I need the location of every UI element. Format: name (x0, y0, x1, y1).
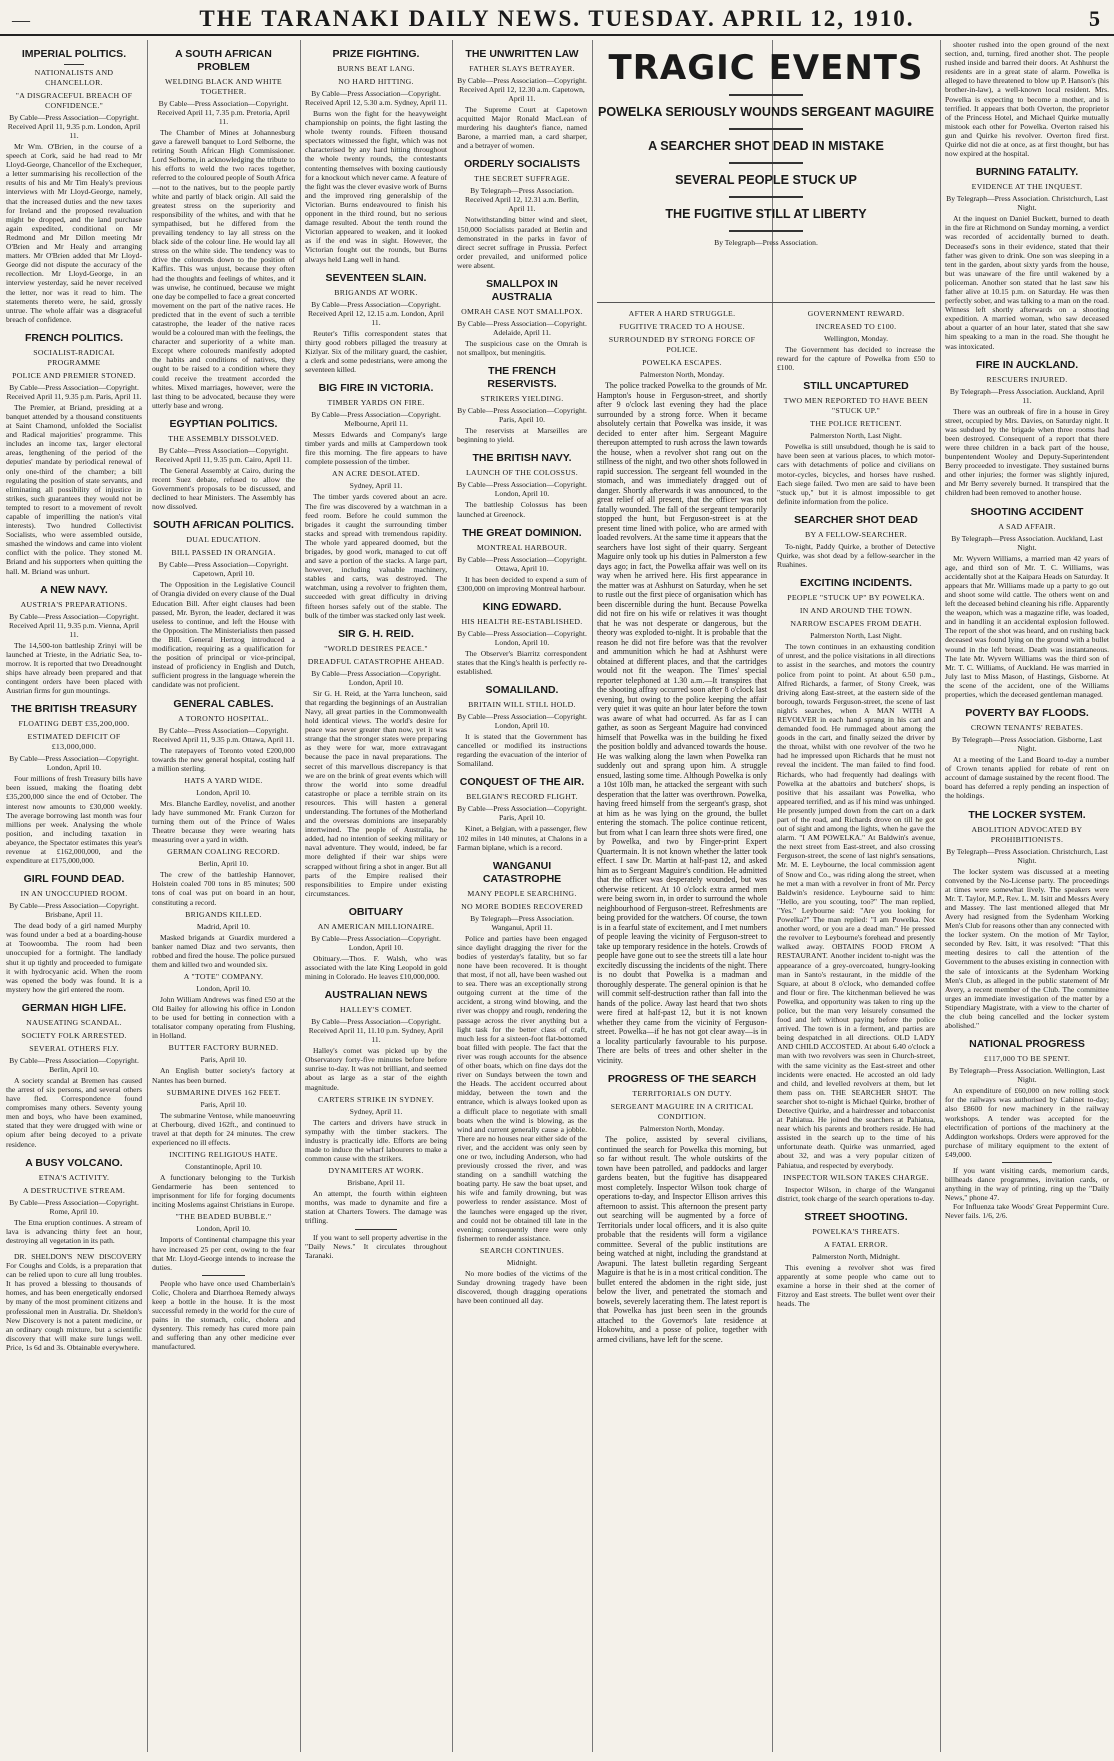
article-body: Police and parties have been engaged since daylight dragging the river for the bodies of yesterday's fatality, but so far none have been recovered. It is thought that most, if not all, have been washed out to sea. There was an exceptionally strong outgoing current at the time of the accident, a strong wind blowing, and the river was choppy and rough, rendering the passage across the river anything but a light task for the better class of craft, much less for a sixteen-foot flat-bottomed boat filled with people. The fact that the river was rough accounts for the absence of other boats, which on fine days dot the river on Sundays between the town and the Heads. The accident occurred about midday, between the town and the entrance, which is always looked upon as a difficult place to negotiate with small boats when the wind is blowing, as the wind and current generally cause a jobble. There are no houses near either side of the river, and the accident was only seen by one or two, including Anderson, who had previously crossed the river, and was standing on a sandhill watching the boating party. He saw the boat upset, and his wife and family drowning, but was powerless to render assistance. Most of the launches were engaged up the river, and could not be obtained till late in the evening; consequently there were only fishermen to render assistance. (457, 933, 587, 1243)
subheading: HALLEY'S COMET. (339, 1005, 413, 1015)
subheading: A TORONTO HOSPITAL. (178, 713, 269, 723)
headline: STILL UNCAPTURED (803, 380, 909, 393)
subheading: FLOATING DEBT £35,200,000. (18, 719, 130, 729)
dateline: By Cable—Press Association—Copyright. Melbourne, April 11. (311, 410, 441, 429)
article-body: Sir G. H. Reid, at the Yarra luncheon, said that regarding the beginnings of an Australian Navy, all great parties in the Commonwealth hold identical views. The world's desire for peace was never greater than now, yet it was strange that the stronger states were preparing as they were for war, more extravagant because the pace in naval preparations. The secret of this marvellous discrepancy is that we are on the brink of great events which will throw the world into some dreadful catastrophe or place a terrible strain on its resources. This will hasten a general understanding. The fortunes of the Motherland and the overseas dominions are inseparably intertwined. The people of Australia, he added, had no intention of seeking military or naval adventure. They would, indeed, be far more delighted if their war ships were scrapped without firing a shot in anger. But all parts of the Empire realised their responsibilities to Empire under existing circumstances. (305, 688, 447, 898)
headline: THE LOCKER SYSTEM. (968, 808, 1086, 821)
subheading: FATHER SLAYS BETRAYER. (469, 64, 575, 73)
headline: A NEW NAVY. (40, 583, 108, 596)
headline: WANGANUI CATASTROPHE (482, 859, 562, 885)
column-rule (940, 40, 941, 1752)
article-body: Messrs Edwards and Company's large timber yards and mills at Camperdown took fire this morning. The fire appears to have complete possession of the timber. (305, 430, 447, 467)
dateline: Berlin, April 10. (198, 859, 249, 869)
dateline: By Cable—Press Association—Copyright. Received April 12, 12.30 a.m. Capetown, April 11. (457, 76, 587, 103)
subheading: BELGIAN'S RECORD FLIGHT. (466, 792, 578, 802)
article-body: The reservists at Marseilles are beginning to yield. (457, 426, 587, 445)
dateline: Madrid, April 10. (196, 921, 251, 931)
column-5 (597, 306, 767, 1752)
dateline: Brisbane, April 11. (347, 1178, 405, 1188)
subheading: BRITAIN WILL STILL HOLD. (468, 700, 576, 710)
article-body: The General Assembly at Cairo, during the recent Suez debate, refused to allow the Government's proposals to be discussed, and declined to hear Ministers. The Assembly has now dissolved. (152, 465, 295, 512)
subheading: SEVERAL OTHERS FLY. (29, 1043, 119, 1053)
article-body: The police tracked Powelka to the grounds of Mr. Hampton's house in Ferguson-street, and shortly after 9 o'clock last evening they had the place surrounded by a strong force. When it became absolutely certain that Powelka was inside, it was decided to enter after him. Sergeant Maguire thereupon attempted to rush across the lawn towards the house, when a revolver shot rang out on the stillness of the night, and two other shots followed in rapid succession. The sergeant fell wounded in the stomach, and was immediately dragged out of danger. Shortly afterwards it was announced, to the great relief of all present, that the officer was not fatally wounded. The fall of the sergeant temporarily stopped the hunt, but Ferguson-street is at the present time lined with police, who are armed with loaded revolvers. At the same time it appears that the searchers have lost sight of their quarry. Sergeant Maguire only took up his duties in Palmerston a few days ago; in fact, the Powelka affair was well on its way when he arrived here. His first appearance in the matter was at Ashhurst on Saturday, when he set to rustle out the first piece of organisation which has been discernible during the hunt. Because Powelka did not fire on his wife or relatives it was thought that he was not desperate or dangerous, but the theory was exploded to-night. It is probable that the reason he did not fire before was that the revolver and ammunition which he had at Ashhurst were obtained at different places, and that the cartridges would not fit the weapon. The Times' special reporter telephoned at 1.30 a.m.—It transpires that the shooting affray occurred soon after 8 o'clock last evening, but owing to the police keeping the affair very quiet it was quite an hour later before the town was aware of what had occurred. As far as I can gather, as soon as Sergeant Maguire had convinced himself that Powelka was in the building he fixed the position boldly and advanced towards the house. He was walking along the lawn when Powelka ran suddenly out and sprang upon him. A struggle ensued, lasting some time. Although Powelka is only a 10st 10lb man, he attacked the sergeant with such desperation that the latter was overthrown. Powelka, having freed himself from the sergeant's grasp, shot at him as he was lying on the ground, the bullet entering the stomach. The police continue reticent, but from what I can learn three shots were fired, one by Powelka, and two by Finger-print Expert Quartermain. It is not known whether the latter took effect. I saw Dr. Martin at half-past 12, and asked him as to Sergeant Maguire's condition. He admitted that the officer was desperately wounded, but was otherwise reticent. At 10 o'clock extra armed men were being sworn in, in order to surround the whole neighbourhood of Ferguson-street. Refreshments are being provided for the watchers. Of course, the town is in a fearful state of excitement, and I met numbers of people leaving the vicinity of Ferguson-street to take up temporary residence in the hotels. Crowds of people have gone out to see the streets till a late hour excitedly discussing the incidents of the night. There is no doubt that Powelka is a madman and thoroughly desperate. The general opinion is that he will commit self-destruction rather than fall into the hands of the police. Away last heard that two shots were fired at half-past 12, but it is not known whether they came from the vicinity of Ferguson-street. Powelka—if he has not got clear away—is in a locality particularly favourable to his purpose. There are belts of trees and other shelter in the vicinity. (597, 381, 767, 1065)
article-body: A society scandal at Bremen has caused the arrest of six persons, and several others have fled. Correspondence found compromises many others. Seventy young men and boys, who have been examined, stated that they were drugged with wine or opium after being decoyed to a private residence. (6, 1075, 142, 1149)
subheading: TERRITORIALS ON DUTY. (632, 1089, 732, 1098)
headline: GENERAL CABLES. (173, 697, 274, 710)
dateline: Sydney, April 11. (349, 481, 403, 491)
subheading: DUAL EDUCATION. (186, 535, 261, 545)
subheading: GERMAN COALING RECORD. (167, 847, 280, 857)
advertisement: People who have once used Chamberlain's Colic, Cholera and Diarrhoea Remedy always keep a bottle in the house. It is the most successful remedy in the world for the cure of pains in the stomach, colic, cholera and dysentery. This remedy has cured more pain and suffering than any other medicine ever manufactured. (152, 1278, 295, 1352)
dateline: By Telegraph—Press Association. Christchurch, Last Night. (946, 846, 1108, 865)
article-body: The Observer's Biarritz correspondent states that the King's health is perfectly re-established. (457, 648, 587, 676)
article-body: Mrs. Blanche Eardley, novelist, and another lady have summoned Mr. Frank Curzon for turning them out of the Prince of Wales Theatre because they were wearing hats measuring over a yard in width. (152, 798, 295, 845)
article-body: Kinet, a Belgian, with a passenger, flew 102 miles in 140 minutes, at Chalons in a Farman biplane, which is a record. (457, 824, 587, 852)
article-body: The Government has decided to increase the reward for the capture of Powelka from £50 to £100. (777, 345, 935, 373)
headline: PROGRESS OF THE SEARCH (607, 1073, 757, 1085)
article-body: The 14,500-ton battleship Zrinyi will be launched at Trieste, in the Adriatic Sea, to-morrow. It is reported that two Dreadnought ships have already been prepared and that contingent orders have been placed with Austrian firms for gun mountings. (6, 640, 142, 696)
headline: IMPERIAL POLITICS. (21, 48, 127, 60)
article-body: At the inquest on Daniel Buckett, burned to death in the fire at Richmond on Sunday morning, a verdict was recorded of accidentally burned to death. Deceased's sons in their evidence, stated that their father was given to drink. One son was sleeping in a tent in the garden, about sixty yards from the house, but was unaware of the fire until wakened by a policeman. Another son stated that he last saw his father alive at 10.15 p.m. on Saturday. He was then perfectly sober, and was talking to a man on the road. Witness left shortly afterwards on a shooting expedition. A married woman, who saw deceased about a quarter of an hour later, stated that she saw him speaking to a man in the road. She thought he was intoxicated. (945, 214, 1109, 351)
headline: BURNING FATALITY. (975, 166, 1079, 179)
subheading: NO MORE BODIES RECOVERED (461, 901, 583, 911)
dateline: By Cable—Press Association—Copyright. Received April 11, 9.35 p.m. Cairo, April 11. (155, 445, 292, 464)
article-body: An attempt, the fourth within eighteen months, was made to dynamite and fire a station at Charters Towers. The damage was trifling. (305, 1189, 447, 1226)
subheading: THE ASSEMBLY DISSOLVED. (168, 433, 279, 443)
subheading: "WORLD DESIRES PEACE." (324, 643, 428, 653)
dateline: Palmerston North, Monday. (639, 1124, 725, 1133)
dateline: By Cable—Press Association—Copyright. Capetown, April 10. (158, 560, 289, 579)
subheading: ETNA'S ACTIVITY. (38, 1172, 110, 1182)
dateline: By Telegraph—Press Association. Wellington, Last Night. (949, 1066, 1105, 1085)
subheading: NAUSEATING SCANDAL. (26, 1017, 122, 1027)
headline: THE FRENCH RESERVISTS. (487, 365, 557, 391)
subheading: BUTTER FACTORY BURNED. (168, 1043, 279, 1053)
dateline: Palmerston North, Last Night. (810, 431, 902, 441)
masthead-dash: — (12, 10, 30, 30)
subheading: POWELKA'S THREATS. (812, 1226, 900, 1236)
article-body: The submarine Ventose, while manoeuvring at Cherbourg, dived 162ft., and continued to travel at that depth for 24 minutes. The crew experienced no ill effects. (152, 1110, 295, 1147)
headline: SEVENTEEN SLAIN. (325, 271, 427, 284)
article-body: The carters and drivers have struck in sympathy with the timber stackers. The industry is practically idle. Efforts are being made to induce the wharf labourers to make a common cause with the strikers. (305, 1117, 447, 1164)
subheading: HATS A YARD WIDE. (184, 775, 263, 785)
dateline: By Cable—Press Association—Copyright. London, April 10. (9, 754, 139, 773)
headline: PRIZE FIGHTING. (332, 48, 420, 60)
subheading: AUSTRIA'S PREPARATIONS. (20, 599, 128, 609)
dateline: By Cable—Press Association—Copyright. Rome, April 10. (9, 1197, 139, 1216)
subheading: PEOPLE "STUCK UP" BY POWELKA. (787, 593, 925, 603)
article-body: An expenditure of £60,000 on new rolling stock for the railways was authorised by Cabinet to-day; also £8600 for new machinery in the railway workshops. A tender was accepted for the electrification of portions of the machinery at the Addington workshops. Orders were approved for the purchase of military equipment to the extent of £49,000. (945, 1086, 1109, 1159)
dateline: By Cable—Press Association—Copyright. Received April 11, 9.35 p.m. Vienna, April 11. (8, 611, 140, 639)
subheading: NATIONALISTS AND CHANCELLOR. (34, 68, 114, 87)
dateline: By Cable—Press Association—Copyright. Berlin, April 10. (9, 1055, 139, 1074)
subheading: HIS HEALTH RE-ESTABLISHED. (461, 616, 583, 626)
subheading: "A DISGRACEFUL BREACH OF CONFIDENCE." (15, 91, 133, 110)
headline: KING EDWARD. (482, 600, 562, 613)
subheading: OMRAH CASE NOT SMALLPOX. (461, 307, 583, 317)
advertisement: For Influenza take Woods' Great Peppermint Cure. Never fails. 1/6, 2/6. (945, 1202, 1109, 1221)
dateline: By Cable—Press Association—Copyright. London, April 10. (311, 668, 441, 687)
article-body: shooter rushed into the open ground of the next section, and, turning, fired another shot. The people rushed inside and barred their doors. At Ashhurst the residents are in a great state of alarm. Powelka is alleged to have threatened to blow up P. Hanson's (his brother-in-law), a well-known local resident. Mrs. Powelka is expecting to become a mother, and is terrified. It appears that both Overton, the proprietor of the Princess Hotel, and Michael Quirke mutually mistook each other for Powelka. Overton raised his gun and Quirke his revolver. Overton fired first. Quirke did not die at once, as at first thought, but has now expired at the hospital. (945, 40, 1109, 159)
article-body: The crew of the battleship Hannover, Holstein coaled 700 tons in 85 minutes; 500 tons of coal was put on board in an hour, constituting a record. (152, 870, 295, 907)
subheading: SUBMARINE DIVES 162 FEET. (166, 1087, 281, 1097)
headline: ORDERLY SOCIALISTS (463, 158, 581, 171)
dateline: By Cable—Press Association—Copyright. Received April 11, 9.35 p.m. Ottawa, April 11. (152, 725, 295, 744)
subheading: AFTER A HARD STRUGGLE. (628, 309, 736, 318)
article-body: The suspicious case on the Omrah is not smallpox, but meningitis. (457, 339, 587, 358)
subheading: A DESTRUCTIVE STREAM. (22, 1185, 126, 1195)
column-1 (6, 40, 142, 1752)
dateline: By Cable—Press Association—Copyright. London, April 10. (457, 712, 587, 731)
headline: EGYPTIAN POLITICS. (169, 417, 278, 430)
headline: THE BRITISH TREASURY (10, 703, 138, 716)
dateline: Palmerston North, Monday. (639, 370, 725, 379)
headline: A SOUTH AFRICAN PROBLEM (175, 48, 272, 73)
dateline: By Cable—Press Association—Copyright. Brisbane, April 11. (9, 901, 139, 920)
subheading: INCITING RELIGIOUS HATE. (169, 1150, 278, 1160)
headline: THE GREAT DOMINION. (462, 526, 582, 539)
subheading: DYNAMITERS AT WORK. (328, 1166, 424, 1176)
column-2 (152, 40, 295, 1752)
headline: FIRE IN AUCKLAND. (975, 358, 1079, 371)
article-body: Mr Wm. O'Brien, in the course of a speech at Cork, said he had read to Mr Lloyd-George, Chancellor of the Exchequer, a letter summarising his recollection of the results of his and Mr Tim Healy's previous interviews with Mr Lloyd-George, namely, that the increased duties and the new taxes for Ireland and the proposed revaluation might be dropped, and the land purchase again expedited, conditional on Mr Redmond and Mr Dillon meeting Mr O'Brien and Mr Healy and arranging matters. Mr O'Brien added that Mr Lloyd-George did not dispute the accuracy of the recollection. Mr Lloyd-George, in an interview yesterday, said he never received the letter, nor was it read to him. The statements thereto were, he said, grossly untrue. The whole affair was a disgraceful breach of confidence. (6, 142, 142, 324)
article-body: Mr. Wyvern Williams, a married man 42 years of age, and third son of Mr. T. C. Williams, was accidentally shot at the Kaipara Heads on Saturday. It appears that Mr. Williams made up a party to go out and shoot some wild cattle. The others went on and left the deceased behind cleaning his rifle. Apparently the weapon, which was a magazine rifle, was loaded, and in handling it an accidental explosion followed. The report of the shot was heard, and on rushing back deceased was found lying on the ground with a bullet wound in the left breast. Death was instantaneous. The late Mr. Wyvern Williams was the third son of Mr. T. C. Williams, of Auckland. He was married in July last to Miss Mason, of Hastings, Gisborne. At the scene of the accident, one of the Williams properties, which the deceased gentleman managed. (945, 553, 1109, 699)
subheading: RESCUERS INJURED. (986, 374, 1068, 384)
column-7 (945, 40, 1109, 1752)
article-body: Masked brigands at Guardix murdered a banker named Diaz and two servants, then robbed and fired the house. The police pursued them and killed two and wounded six. (152, 932, 295, 969)
subheading: STRIKERS YIELDING. (480, 394, 564, 404)
subheading: INCREASED TO £100. (815, 322, 897, 331)
advertisement: DR. SHELDON'S NEW DISCOVERY For Coughs and Colds, is a preparation that can be relied upon to cure all lung troubles. It has proved a blessing to thousands of homes, and has been energetically endorsed by many of the most prominent citizens and professional men in Australia. Dr. Sheldon's New Discovery is not a patent medicine, or an ordinary cough mixture, but a scientific discovery that will make sure lungs well. Price, 1s 6d and 3s. Obtainable everywhere. (6, 1251, 142, 1352)
article-body: A functionary belonging to the Turkish Gendarmerie has been sentenced to imprisonment for life for forging documents inciting Moslems against Christians in Europe. (152, 1173, 295, 1210)
article-body: The Supreme Court at Capetown acquitted Major Ronald MacLean of murdering his daughter's fiance, named Barone, a married man, a card sharper, and a betrayer of women. (457, 105, 587, 151)
dateline: London, April 10. (196, 1224, 251, 1234)
headline: SOMALILAND. (485, 684, 559, 697)
subheading: TIMBER YARDS ON FIRE. (327, 398, 425, 408)
headline: CONQUEST OF THE AIR. (459, 776, 585, 789)
subheading: IN AN UNOCCUPIED ROOM. (20, 889, 128, 899)
headline: SMALLPOX IN AUSTRALIA (486, 278, 558, 304)
article-body: An English butter society's factory at Nantes has been burned. (152, 1066, 295, 1085)
article-body: The town continues in an exhausting condition of unrest, and the police visitations in all directions to assist in the searches, and motors the country police from point to point. At about 6.50 p.m., Alfred Richards, a farmer, of Stony Creek, was driving along East-street, at the eastern side of the borough, towards Ferguson-street, the scene of last night's searches, when A MAN WITH A REVOLVER in each hand sprang in his cart and demanded food. He rummaged about among the goods in the cart, and finally seized the driver by the throat, whilst with one revolver of the two he had he impressed upon Richards that he must not reveal the incident. The man failed to find food. Richards, who had frequently had dealings with Powelka at the abattoirs and butchers' shops, is positive that his assailant was Powelka, who appeared terrified, and as if his mind was unhinged. He presently jumped down from the cart on a dark part of the road, and Richards drove on till he got out of sight and among the lights, when he gave the alarm. "I AM POWELKA." At Baldwin's avenue, the next street from East-street, and also crossing Ferguson-street, the scene of last night's sensations, Mr. M. E. Leybourne, the local commission agent of Snow and Co., was riding along the street, when he met a man with a revolver in front of Mr. Percy Baldwin's residence. Leybourne said to him: "Hello, are you scouting, too?" The man replied, "Yes." Leybourne said: "Are you looking for Powelka?" The man replied: "I am Powelka. Not another word, or you are a dead man." He pressed the revolver to Leybourne's forehead and presently walked away. OBTAINS FOOD FROM A RESTAURANT. Another incident to-night was the appearance of a grey-overcoated, hungry-looking man in Santo's restaurant, in the middle of the Square, at about 8 o'clock, who demanded coffee and flour or fire. The kitchenman believed he was Powelka, and opportunity was taken to ring up the police, but the man very leisurely consumed the food and left without paying before the police arrived. The town is in a ferment, and parties are being despatched in all directions. OLD LADY AND CHILD ACCOSTED. At about 6.40 o'clock a man with two revolvers was seen in Church-street, with the same vicinity as the East-street and other incidents were enacted. He accosted an old lady and child, and levelled revolvers at them, but let them pass on. THE SEARCHER SHOT. The searcher shot to-night is Michael Quirke, brother of Detective Quirke, and a hairdresser and tobacconist at Pahiatua. He joined the searchers at Pahiatua, near which his parents and brothers reside. He had assisted in the search up to the time of his unfortunate death. Quirke was unmarried, aged about 32, and was a very popular citizen of Pahiatua, and respected by everybody. (777, 642, 935, 1170)
dateline: London, April 10. (196, 984, 251, 993)
dateline: Midnight. (506, 1257, 538, 1267)
article-body: Burns won the fight for the heavyweight championship on points, the fight lasting the whole twenty rounds. Fifteen thousand spectators witnessed the fight, which was not characterised by any hard hitting throughout the whole twenty rounds, the contestants contenting themselves with boxing cautiously for a knockout which never came. A feature of the fight was the clever evasive work of Burns and the improved ring generalship of the Victorian. Burns endeavoured to finish his opponent in the third round, but no serious damage resulted. About the tenth round the Victorian appeared to weaken, and it looked as if the end was in sight. However, the Victorian fought out the rounds, but Burns always held Lang well in hand. (305, 109, 447, 264)
headline: THE UNWRITTEN LAW (465, 48, 579, 60)
dateline: By Cable—Press Association—Copyright. Received April 11, 9.35 p.m. Paris, April 11. (6, 382, 142, 401)
subheading: "THE BEADED BUBBLE." (175, 1212, 272, 1222)
article-body: Powelka is still unsubdued, though he is said to have been seen at various places, to which motor-cars with detachments of police and civilians on motor-cycles, bicycles, and horses have rushed. Each siege failed. Two men are said to have been "stuck up," but it is almost impossible to get definite information from the police. (777, 442, 935, 506)
dateline: London, April 10. (196, 787, 251, 797)
dateline: By Cable—Press Association—Copyright. Received April 11, 11.10 p.m. Sydney, April 11. (308, 1017, 444, 1045)
dateline: Palmerston North, Midnight. (812, 1251, 900, 1261)
subheading: IN AND AROUND THE TOWN. (799, 606, 913, 616)
subheading: THE SECRET SUFFRAGE. (474, 174, 570, 184)
subheading: EVIDENCE AT THE INQUEST. (971, 182, 1083, 192)
dateline: By Cable—Press Association—Copyright. London, April 10. (457, 628, 587, 647)
article-body: The Opposition in the Legislative Council of Orangia divided on every clause of the Dual Education Bill. After eight clauses had been passed, Mr. Byron, the leader, declared it was useless to continue, and left the House with the Opposition. The Ministerialists then passed the Bill. General Hertzog introduced a modification, requiring as a qualification for the position of principal or vice-principal, instead of proficiency in English and Dutch, sufficient progress in the language wherein the candidate was not proficient. (152, 580, 295, 690)
subheading: SERGEANT MAGUIRE IN A CRITICAL CONDITION. (610, 1102, 754, 1121)
article-body: Notwithstanding bitter wind and sleet, 150,000 Socialists paraded at Berlin and demonstrated in the parks in favor of direct secret suffrage in Prussia. Perfect order prevailed, and uniformed police were absent. (457, 215, 587, 270)
headline: STREET SHOOTING. (804, 1210, 908, 1223)
headline: THE FUGITIVE STILL AT LIBERTY (665, 207, 867, 221)
subheading: BRIGANDS KILLED. (185, 909, 262, 919)
article-body: Four millions of fresh Treasury bills have been issued, making the floating debt £35,200,000 since the end of October. The interest now amounts to £30,000 weekly. The average borrowing last month was four millions per week. Analysing the whole position, and including taxation in abeyance, the Spectator estimates this year's revenue at £162,000,000, and the expenditure at £175,000,000. (6, 774, 142, 866)
subheading: SURROUNDED BY STRONG FORCE OF POLICE. (608, 335, 756, 354)
dateline: By Telegraph—Press Association. Received April 12, 12.31 a.m. Berlin, April 11. (465, 186, 579, 214)
subheading: ESTIMATED DEFICIT OF £13,000,000. (27, 732, 121, 752)
headline: SEARCHER SHOT DEAD (794, 513, 918, 526)
subheading: FUGITIVE TRACED TO A HOUSE. (619, 322, 745, 331)
tragic-events-header (597, 40, 935, 300)
headline: SHOOTING ACCIDENT (970, 505, 1084, 518)
subheading: ABOLITION ADVOCATED BY PROHIBITIONISTS. (971, 824, 1083, 844)
dateline: Sydney, April 11. (349, 1106, 403, 1116)
subheading: NO HARD HITTING. (338, 77, 414, 86)
dateline: By Cable—Press Association—Copyright. Ottawa, April 10. (457, 554, 587, 573)
advertisement: If you want to sell property advertise in the "Daily News." It circulates throughout Taranaki. (305, 1232, 447, 1260)
dateline: By Telegraph—Press Association. Gisborne, Last Night. (951, 735, 1103, 754)
headline: THE BRITISH NAVY. (472, 452, 572, 465)
headline: SOUTH AFRICAN POLITICS. (153, 519, 294, 532)
subheading: THE POLICE RETICENT. (810, 419, 902, 429)
article-body: The dead body of a girl named Murphy was found under a bed at a boarding-house at Toowoomba. The room had been unoccupied for a fortnight. The landlady shut it up tightly and proceeded to fumigate it with hydrocyanic acid. When the room was opened the body was found. It is a mystery how the girl entered the room. (6, 921, 142, 994)
headline: A BUSY VOLCANO. (25, 1156, 123, 1169)
article-body: At a meeting of the Land Board to-day a number of Crown tenants applied for rebate of rent on account of damage sustained by the recent flood. The board has deferred a reply pending an inspection of the holdings. (945, 755, 1109, 801)
page-number: 5 (1089, 6, 1100, 31)
dateline: Palmerston North, Last Night. (810, 631, 902, 641)
dateline: By Cable—Press Association—Copyright. London, April 10. (311, 933, 441, 952)
subheading: WELDING BLACK AND WHITE TOGETHER. (165, 77, 282, 96)
headline: GERMAN HIGH LIFE. (21, 1001, 127, 1014)
article-body: The battleship Colossus has been launched at Greenock. (457, 500, 587, 519)
dateline: By Cable—Press Association—Copyright. Received April 12, 12.15 a.m. London, April 11. (307, 299, 445, 327)
subheading: LAUNCH OF THE COLOSSUS. (465, 468, 579, 478)
article-body: It has been decided to expend a sum of £300,000 on improving Montreal harbour. (457, 574, 587, 593)
tragic-events-title: TRAGIC EVENTS (608, 48, 924, 88)
subheading: POLICE AND PREMIER STONED. (12, 370, 136, 380)
column-6 (777, 306, 935, 1752)
article-body: To-night, Paddy Quirke, a brother of Detective Quirke, was shot dead by a fellow-searcher in the Ruahines. (777, 541, 935, 570)
column-rule (592, 40, 593, 1752)
article-body: The police, assisted by several civilians, continued the search for Powelka this morning, but so far without result. The whole outskirts of the town have been patrolled, and paddocks and larger gardens beaten, but the fugitive has disappeared most completely. Inspector Wilson took charge of operations to-day, and Inspector Ellison arrives this afternoon to assist. This afternoon the present party out searching will be augmented by a force of Territorials under local officers, and it is also quite probable that the residents will form a vigilance committee. Several of the public institutions are being watched at night, including the grandstand at Awapuni. The latest bulletin regarding Sergeant Maguire is that he is in a most critical condition. The bullet entered the abdomen in the right side, just below the liver, and penetrated the stomach and bowels, severely lacerating them. The latest report is that Powelka has just been seen in the grounds attached to the Governor's late residence at Hokowhitu, and a posse of police, together with armed civilians, have left for the scene. (597, 1135, 767, 1344)
headline: NATIONAL PROGRESS (969, 1038, 1085, 1051)
subheading: SEARCH CONTINUES. (480, 1245, 564, 1255)
dateline: By Cable—Press Association—Copyright. Paris, April 10. (457, 804, 587, 823)
article-body: The Etna eruption continues. A stream of lava is advancing thirty feet an hour, destroying all vegetation in its path. (6, 1217, 142, 1245)
subheading: BILL PASSED IN ORANGIA. (171, 548, 276, 558)
headline: FRENCH POLITICS. (24, 331, 123, 344)
subheading: TWO MEN REPORTED TO HAVE BEEN "STUCK UP." (783, 396, 929, 416)
headline: A SEARCHER SHOT DEAD IN MISTAKE (648, 139, 884, 153)
headline: BIG FIRE IN VICTORIA. (318, 382, 434, 395)
article-body: Inspector Wilson, in charge of the Wanganui district, took charge of the search operations to-day. (777, 1184, 935, 1203)
headline: AUSTRALIAN NEWS (324, 989, 428, 1002)
dateline: Wellington, Monday. (823, 334, 889, 343)
subheading: GOVERNMENT REWARD. (807, 309, 905, 318)
subheading: SOCIETY FOLK ARRESTED. (21, 1030, 127, 1040)
dateline: By Cable—Press Association—Copyright. Received April 11, 9.35 p.m. London, April 11. (7, 113, 141, 140)
subheading: BURNS BEAT LANG. (337, 64, 415, 73)
article-body: Obituary.—Thos. F. Walsh, who was associated with the late King Leopold in gold mining in Colorado. He leaves £10,000,000. (305, 953, 447, 982)
subheading: NARROW ESCAPES FROM DEATH. (790, 619, 922, 629)
subheading: MANY PEOPLE SEARCHING. (467, 888, 577, 898)
dateline: By Cable—Press Association—Copyright. London, April 10. (457, 480, 587, 499)
subheading: £117,000 TO BE SPENT. (983, 1054, 1071, 1064)
headline: EXCITING INCIDENTS. (799, 577, 912, 590)
column-rule (147, 40, 148, 1752)
subheading: INSPECTOR WILSON TAKES CHARGE. (783, 1172, 929, 1182)
subheading: MONTREAL HARBOUR. (476, 542, 568, 552)
dateline: Paris, April 10. (200, 1055, 247, 1065)
dateline: By Telegraph—Press Association. Christchurch, Last Night. (946, 194, 1108, 213)
subheading: DREADFUL CATASTROPHE AHEAD. (307, 656, 445, 666)
article-body: The Chamber of Mines at Johannesburg gave a farewell banquet to Lord Selborne, the retiring South African High Commissioner. Lord Selborne, in acknowledging the tribute to his efforts to weld the two races together, referred to the coloured people of South Africa—not to the natives, but to the people partly white and partly of black origin. All said the greatest stress on the superiority and responsibility of the whites, and with that he sympathised, but he differed from the prevailing tendency to lay all stress on the black side of the colour line. He would lay all stress on the white side. The tendency was to drive the coloureds down to the position of Kaffirs. This was unjust, because they often had the thoughts and feelings of whites, and it was unwise, he continued, because we might one day be compelled to face a great concerted movement on the part of the native races. He predicted that in the event of such a terrible catastrophe, the leader of the native races would be a coloured man with the feelings, the character and superiority of a white man. Except where coloureds manifestly adopted the habits and conditions of natives, they ought to be raised to a condition where they could receive the treatment accorded the whites. Mixed marriages, however, were the last thing to be advocated, because they were utterly base and wrong. (152, 128, 295, 410)
article-body: The Premier, at Briand, presiding at a banquet attended by a thousand constituents at Saint Chamond, unfolded the Socialist and Radical majorities' programme. This includes an income tax, larger electoral areas, lengthening of the period of the deputies' mandate by periodical renewal of only one-third of the chamber; a bill regulating the position of state servants, and eliminating all possibility of injustice in strikes, such guarantees they would not be tempted to resort to a movement of revolt capable of imperilling the nation's vital interests). Two hundred Collectivist Socialists, who were assembled outside, smashed the windows and came into violent conflict with the police. They stoned M. Briand and his supporters when quitting the hall. M. Briand was unhurt. (6, 402, 142, 576)
column-4 (457, 40, 587, 1752)
article-body: John William Andrews was fined £50 at the Old Bailey for allowing his office in London to be used for betting in connection with a totalisator company operating from Flushing, in Holland. (152, 995, 295, 1041)
subheading: A "TOTE" COMPANY. (183, 972, 264, 981)
dateline: By Cable—Press Association—Copyright. Paris, April 10. (457, 406, 587, 425)
dateline: By Cable—Press Association—Copyright. Adelaide, April 11. (457, 319, 587, 338)
article-body: There was an outbreak of fire in a house in Grey street, occupied by Mrs. Davies, on Saturday night. It was subdued by the brigade when three rooms had been destroyed. Consequent of a report that there were three children in a back part of the house, bunpentendent Wooley and Deputy-Superintendent Berry proceeded to investigate. They sustained burns and other injuries; the former was slightly injured, and Mr Berry severely burned. It transpired that the children had been removed to another house. (945, 406, 1109, 498)
subheading: AN ACRE DESOLATED. (332, 469, 420, 479)
dateline: By Telegraph—Press Association. (714, 238, 818, 247)
headline: OBITUARY (348, 905, 404, 918)
dateline: By Telegraph—Press Association. Auckland, Last Night. (951, 533, 1103, 552)
article-body: The locker system was discussed at a meeting convened by the No-License party. The proceedings at times were somewhat lively. The speakers were Mr. T. Taylor, M.P., Rev. L. M. Isitt and Messrs Avery and Massey. The last mentioned alleged that Mr Avery had resigned from the Sydenham Working Men's Club for reasons other than any connected with the locker system. On the motion of Mr Taylor, seconded by Rev. Isitt, it was resolved: "That this meeting desires to call the attention of the Government to the abuses existing in connection with the sale of intoxicants at the Sydenham Working Men's Club, as alleged in the public statement of Mr Avery, a recent member of the Club. The committee urges an immediate investigation of the matter by a Stipendiary Magistrate, with a view to the charter of the club being cancelled and the locker system abolished." (945, 866, 1109, 1031)
article-body: It is stated that the Government has cancelled or modified its instructions regarding the evacuation of the interior of Somaliland. (457, 732, 587, 769)
headline: POWELKA SERIOUSLY WOUNDS SERGEANT MAGUIRE (597, 105, 935, 119)
article-body: Halley's comet was picked up by the Observatory forty-five minutes before before sunrise to-day. It was not brilliant, and seemed about as large as a star of the eighth magnitude. (305, 1046, 447, 1092)
headline: GIRL FOUND DEAD. (23, 873, 125, 886)
dateline: By Telegraph—Press Association. Auckland, April 11. (949, 386, 1105, 405)
headline: SEVERAL PEOPLE STUCK UP (675, 173, 857, 187)
column-3 (305, 40, 447, 1752)
article-body: This evening a revolver shot was fired apparently at some people who came out to examine a horse in their shed at the corner of Fitzroy and East streets. The bullet went over their heads. The (777, 1262, 935, 1309)
article-body: The timber yards covered about an acre. The fire was discovered by a watchman in a feed room. Before he could summon the brigades it caught the surrounding timber stacks and spread with tremendous rapidity. The whole yard appeared doomed, but the brigades, by good work, managed to cut off and save a portion of the stacks. A large part, however, including valuable machinery, stables and carts, was destroyed. The watchman, using a revolver to frighten them, succeeded with great difficulty in driving fifteen horses safely out of the stable. The bulk of the timber was stacked only last week. (305, 492, 447, 620)
headline: SIR G. H. REID. (338, 627, 414, 640)
dateline: By Cable—Press Association—Copyright. Received April 11, 7.35 p.m. Pretoria, April 11. (157, 99, 290, 126)
subheading: SOCIALIST-RADICAL PROGRAMME (33, 347, 115, 367)
subheading: AN AMERICAN MILLIONAIRE. (317, 921, 435, 931)
article-body: Imports of Continental champagne this year have increased 25 per cent, owing to the fear that Mr. Lloyd-George intends to increase the duties. (152, 1235, 295, 1272)
article-body: Reuter's Tiflis correspondent states that thirty good robbers pillaged the treasury at Kizlyar. Six of the military guard, the cashier, a clerk and some pedestrians, were among the seventeen killed. (305, 328, 447, 374)
subheading: BRIGANDS AT WORK. (334, 287, 418, 297)
masthead (0, 0, 1114, 36)
subheading: CROWN TENANTS' REBATES. (970, 723, 1084, 733)
article-body: No more bodies of the victims of the Sunday drowning tragedy have been discovered, though dragging operations have been continued all day. (457, 1268, 587, 1306)
headline: POVERTY BAY FLOODS. (965, 707, 1089, 720)
subheading: A FATAL ERROR. (823, 1239, 888, 1249)
advertisement: If you want visiting cards, memorium cards, billheads dance programmes, invitation cards, or anything in the way of printing, ring up the "Daily News," phone 47. (945, 1165, 1109, 1203)
dateline: By Telegraph—Press Association. Wanganui, April 11. (470, 913, 574, 932)
dateline: By Cable—Press Association—Copyright. Received April 12, 5.30 a.m. Sydney, April 11. (305, 89, 447, 107)
article-body: The ratepayers of Toronto voted £200,000 towards the new general hospital, costing half a million sterling. (152, 745, 295, 773)
masthead-title: THE TARANAKI DAILY NEWS. TUESDAY. APRIL 12, 1910. (199, 6, 915, 31)
dateline: Constantinople, April 10. (185, 1162, 262, 1172)
column-rule (300, 40, 301, 1752)
column-rule (452, 40, 453, 1752)
dateline: Paris, April 10. (200, 1099, 247, 1109)
subheading: POWELKA ESCAPES. (642, 358, 722, 367)
divider (597, 302, 935, 303)
subheading: A SAD AFFAIR. (998, 521, 1056, 531)
subheading: BY A FELLOW-SEARCHER. (805, 529, 907, 539)
subheading: CARTERS STRIKE IN SYDNEY. (317, 1094, 435, 1104)
